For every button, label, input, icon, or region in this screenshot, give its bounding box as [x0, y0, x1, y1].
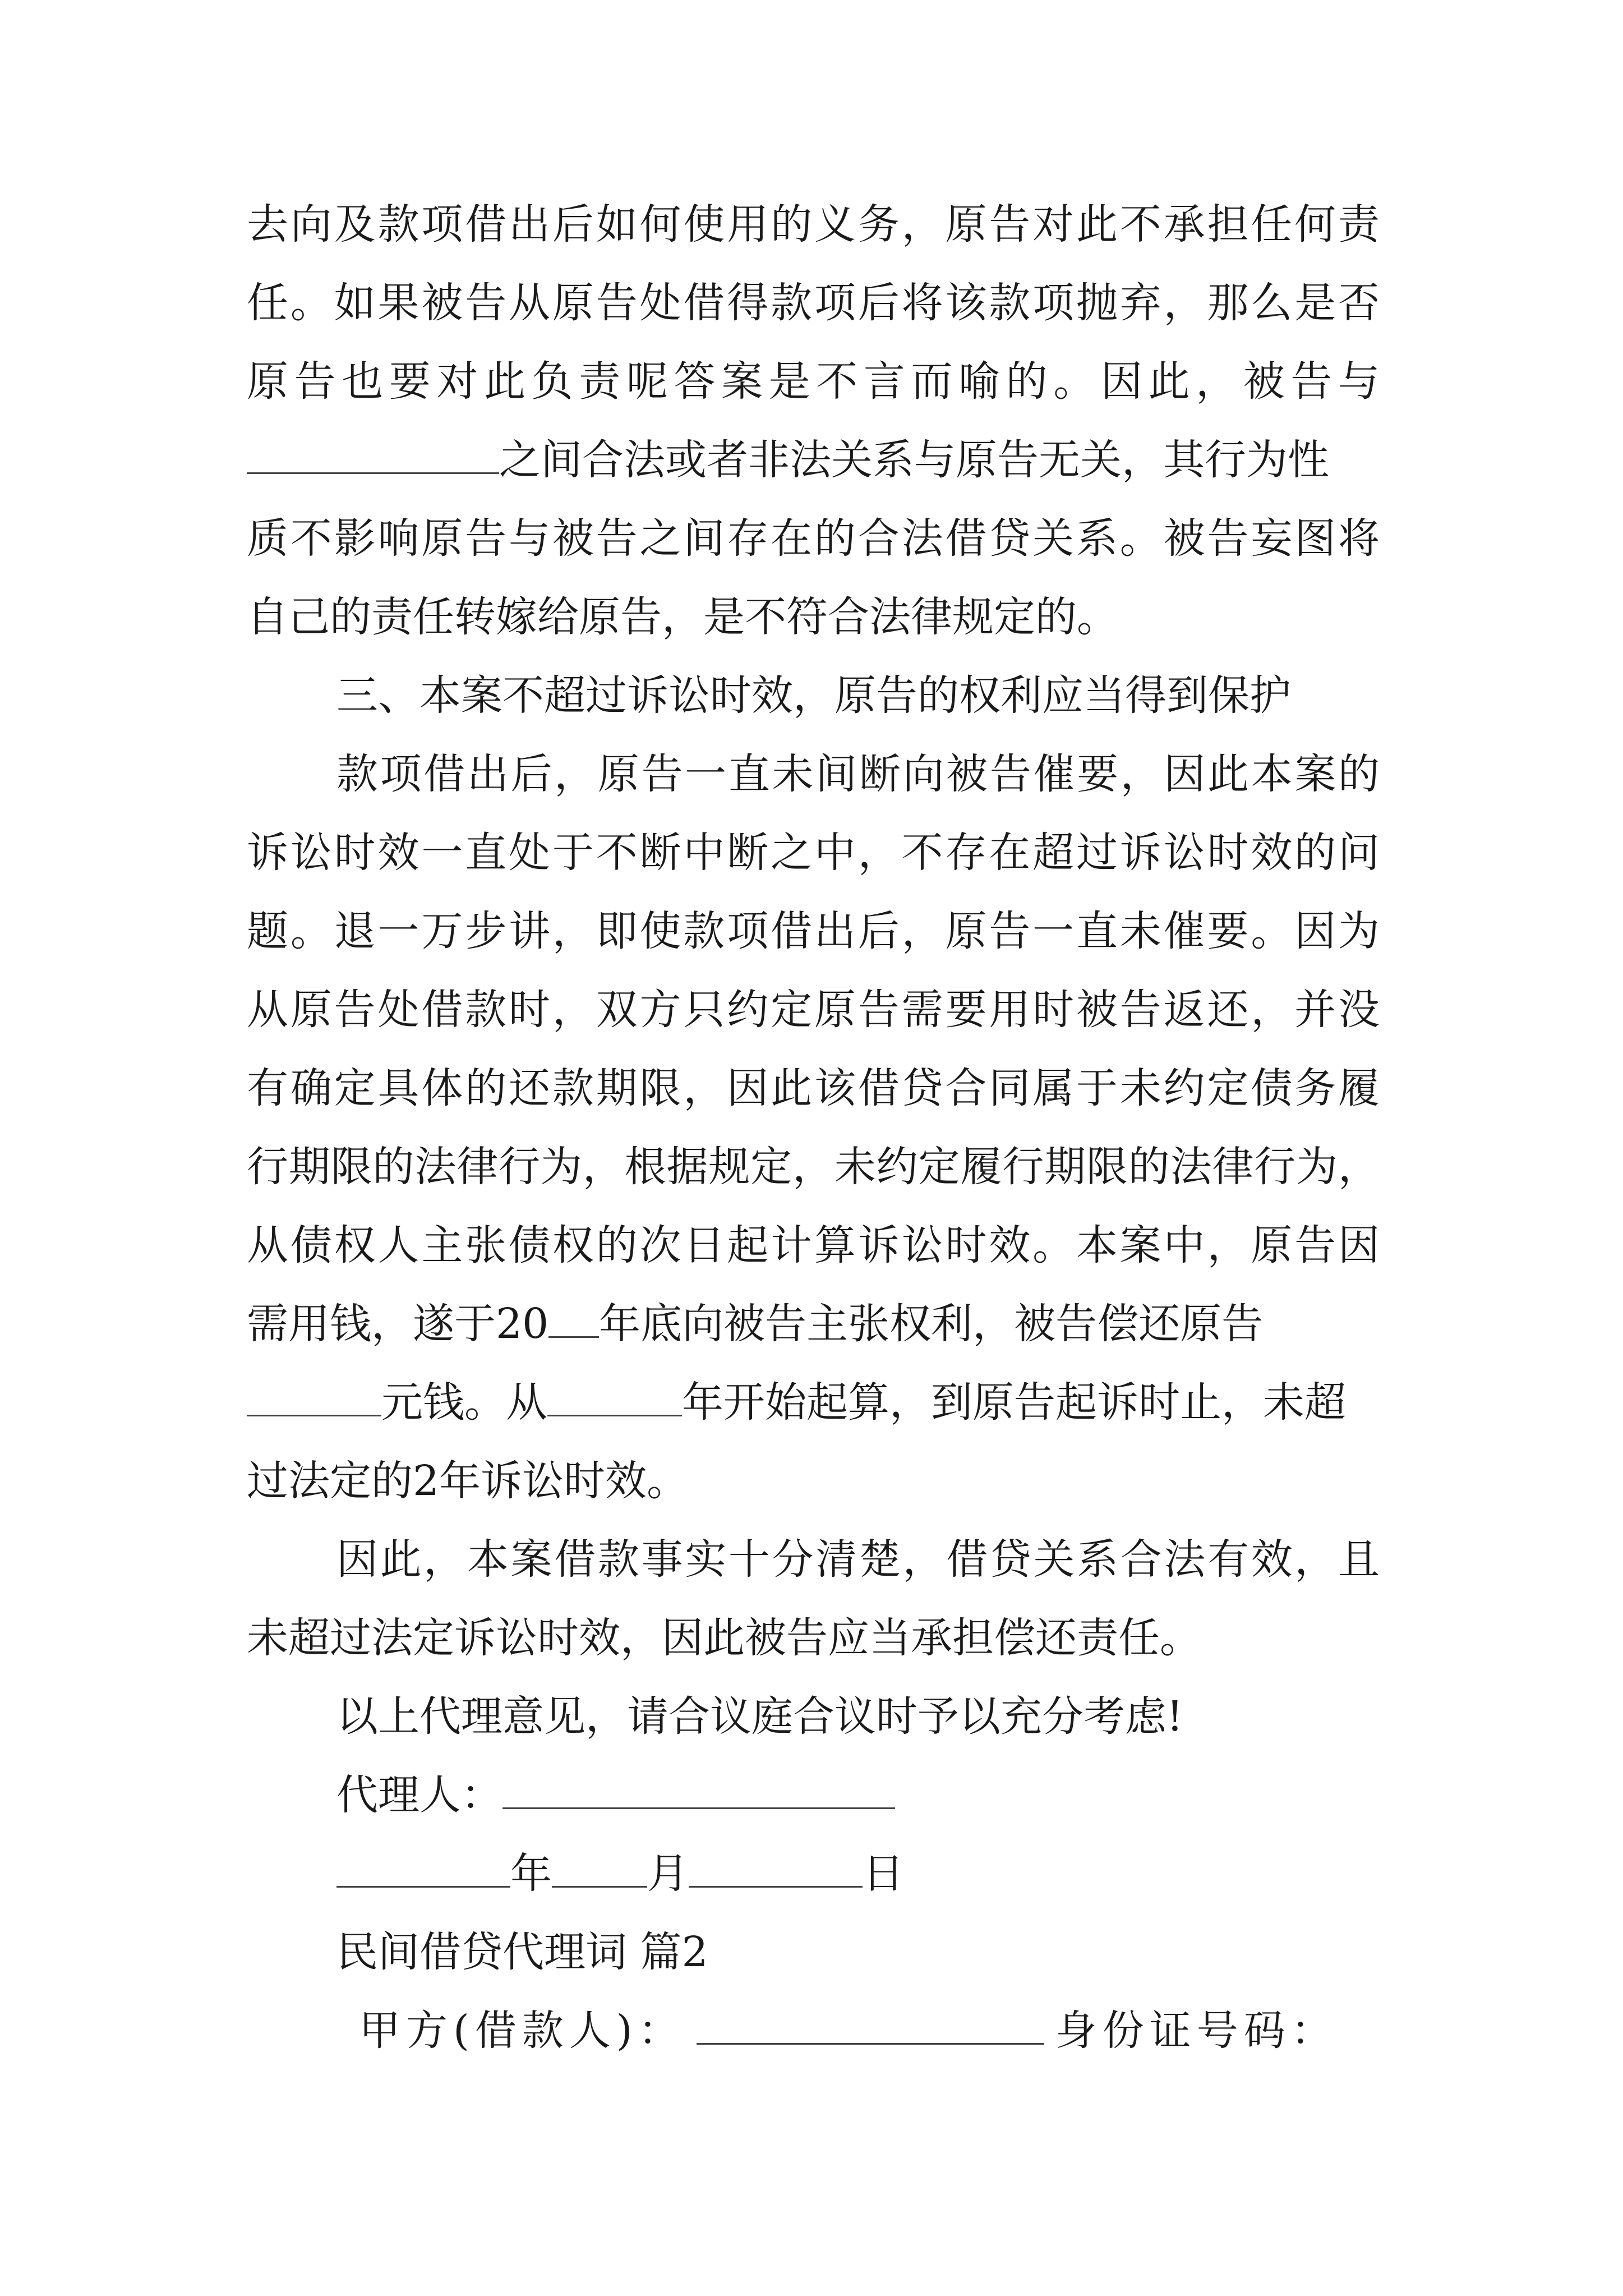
month-label: 月 [647, 1849, 689, 1898]
day-label: 日 [863, 1849, 904, 1898]
fill-in-blank [247, 432, 499, 474]
date-line [336, 1834, 1380, 1913]
section-heading: 三、本案不超过诉讼时效，原告的权利应当得到保护 [336, 671, 1291, 720]
party-a-blank [697, 2003, 1044, 2045]
paragraph-line-with-blank [247, 1363, 1380, 1442]
paragraph-line: 行期限的法律行为，根据规定，未约定履行期限的法律行为， [247, 1143, 1380, 1191]
closing-statement: 以上代理意见，请合议庭合议时予以充分考虑! [336, 1692, 1183, 1741]
year-label: 年 [510, 1849, 552, 1898]
month-blank [552, 1846, 647, 1888]
paragraph-line: 因此，本案借款事实十分清楚，借贷关系合法有效，且 [336, 1535, 1380, 1584]
agent-label: 代理人： [336, 1771, 502, 1819]
paragraph-text: 元钱。从 [381, 1378, 547, 1427]
paragraph-line: 款项借出后，原告一直未间断向被告催要，因此本案的 [336, 750, 1380, 798]
paragraph-line: 去向及款项借出后如何使用的义务，原告对此不承担任何责 [247, 200, 1380, 249]
paragraph-text: 需用钱，遂于20 [247, 1300, 549, 1348]
paragraph-line: 自己的责任转嫁给原告，是不符合法律规定的。 [247, 593, 1118, 641]
fill-in-blank [547, 1374, 682, 1416]
paragraph-text: 年底向被告主张权利，被告偿还原告 [599, 1300, 1264, 1348]
section-title: 民间借贷代理词 篇2 [336, 1928, 708, 1976]
paragraph-line: 未超过法定诉讼时效，因此被告应当承担偿还责任。 [247, 1614, 1201, 1662]
agent-signature-line [336, 1756, 1380, 1834]
party-a-label: 甲方(借款人)： [359, 2007, 685, 2055]
paragraph-line: 从原告处借款时，双方只约定原告需要用时被告返还，并没 [247, 986, 1380, 1034]
paragraph-line-with-blank [247, 1285, 1380, 1363]
year-blank [336, 1846, 510, 1888]
paragraph-line: 过法定的2年诉讼时效。 [247, 1457, 689, 1505]
paragraph-line: 原告也要对此负责呢答案是不言而喻的。因此，被告与 [247, 357, 1380, 406]
paragraph-line: 从债权人主张债权的次日起计算诉讼时效。本案中，原告因 [247, 1221, 1380, 1269]
paragraph-line: 诉讼时效一直处于不断中断之中，不存在超过诉讼时效的问 [247, 829, 1380, 877]
contract-party-line [359, 1991, 1380, 2070]
paragraph-text: 年开始起算，到原告起诉时止，未超 [682, 1378, 1346, 1427]
agent-name-blank [502, 1767, 895, 1809]
fill-in-blank [247, 1374, 381, 1416]
paragraph-line: 有确定具体的还款期限，因此该借贷合同属于未约定债务履 [247, 1064, 1380, 1112]
paragraph-text: 之间合法或者非法关系与原告无关，其行为性 [499, 436, 1329, 484]
paragraph-line: 任。如果被告从原告处借得款项后将该款项抛弃，那么是否 [247, 279, 1380, 327]
id-number-label: 身份证号码： [1055, 2007, 1338, 2055]
fill-in-blank [548, 1296, 599, 1338]
day-blank [689, 1846, 863, 1888]
paragraph-line-with-blank [247, 421, 1380, 499]
paragraph-line: 题。退一万步讲，即使款项借出后，原告一直未催要。因为 [247, 907, 1380, 955]
paragraph-line: 质不影响原告与被告之间存在的合法借贷关系。被告妄图将 [247, 514, 1380, 563]
